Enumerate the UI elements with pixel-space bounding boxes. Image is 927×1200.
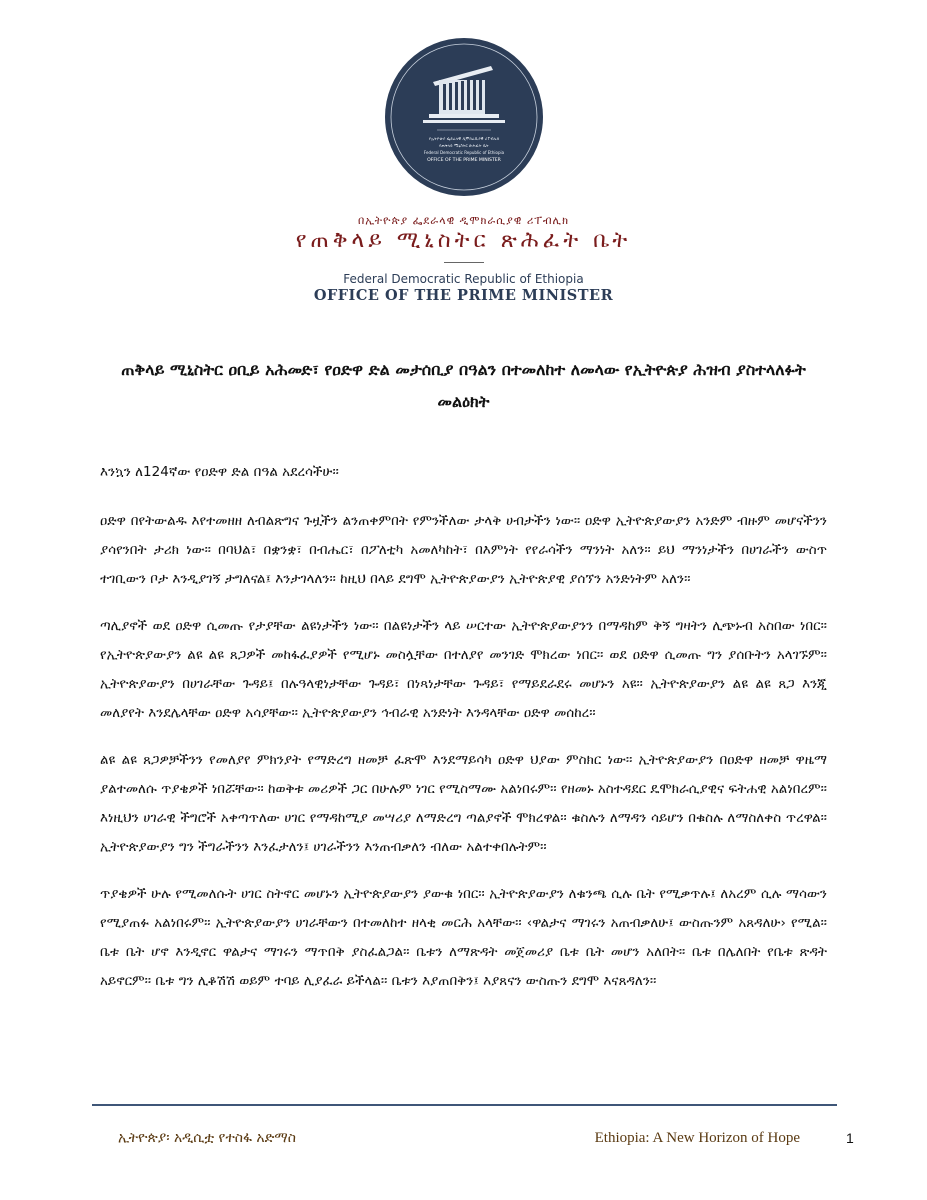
body-paragraph-2: ጣሊያኖች ወደ ዐድዋ ሲመጡ የታያቸው ልዩነታችን ነው፡፡ በልዩነታችን ላይ ሠርተው ኢትዮጵያውያንን በማዳከም ቅኝ ግዛትን ሊጭኑብ አስበው ነበር፡፡ የኢትዮጵያውያን ልዩ ልዩ ጸጋዎች መከፋፈያዎች የሚሆኑ መስሏቸው በተለያየ መንገድ ሞክረው ነበር፡፡ ወደ ዐድዋ ሲመጡ ግን ያሰቡትን አላገኙም፡፡ ኢትዮጵያውያን በሀገራቸው ጉዳይ፤ በሉዓላዊነታቸው ጉዳይ፣ በነጻነታቸው ጉዳይ፣ የማይደራደሩ መሆኑን አዩ፡፡ ኢትዮጵያውያን ልዩ ልዩ ጸጋ እንጂ መለያየት እንደሌላቸው ዐድዋ አሳያቸው፡፡ ኢትዮጵያውያን ኅብራዊ አንድነት እንዳላቸው ዐድዋ መሰከረ፡፡ [100,618,827,721]
footer-divider [92,1104,837,1106]
seal-english-large: OFFICE OF THE PRIME MINISTER [426,158,501,163]
footer-amharic-slogan: ኢትዮጵያ፡ አዲሲቷ የተስፋ አድማስ [118,1130,296,1146]
greeting-paragraph: እንኳን ለ124ኛው የዐድዋ ድል በዓል አደረሳችሁ፡፡ [100,464,339,480]
seal-english-small: Federal Democratic Republic of Ethiopia [423,150,504,155]
prime-minister-office-seal-icon [383,36,545,198]
page-number: 1 [846,1130,854,1146]
document-title: ጠቅላይ ሚኒስትር ዐቢይ አሕመድ፣ የዐድዋ ድል መታሰቢያ በዓልን በተመለከተ ለመላው የኢትዮጵያ ሕዝብ ያስተላለፉት መልዕክት [121,360,806,411]
seal-text [423,136,504,163]
seal-amharic-large: የጠቅላይ ሚኒስትር ጽሕፈት ቤት [438,143,489,148]
body-paragraph-4: ጥያቄዎች ሁሉ የሚመለሱት ሀገር ስትኖር መሆኑን ኢትዮጵያውያን ያውቁ ነበር፡፡ ኢትዮጵያውያን ለቁንጫ ሲሉ ቤት የሚቃጥሉ፤ ለአረም ሲሉ ማሳውን የሚያጠፉ አልነበሩም፡፡ ኢትዮጵያውያን ሀገራቸውን በተመለከተ ዘላቂ መርሕ አላቸው፡፡ ‹ዋልታና ማገሩን አጠብቃለሁ፤ ውስጡንም አጸዳለሁ› የሚል፡፡ ቤቱ ቤት ሆኖ እንዲኖር ዋልታና ማገሩን ማጥበቅ ያስፈልጋል፡፡ ቤቱን ለማጽዳት መጀመሪያ ቤቱ ቤት መሆን አለበት፡፡ ቤቱ በሌለበት የቤቱ ጽዳት አይኖርም፡፡ ቤቱ ግን ሊቆሽሽ ወይም ተባይ ሊያፈራ ይችላል፡፡ ቤቱን እያጠበቅን፤ እያጸናን ውስጡን ደግሞ እናጸዳለን፡፡ [100,886,827,989]
seal-amharic-small: የኢትዮጵያ ፌደራላዊ ዲሞክራሲያዊ ሪፐብሊክ [428,136,499,141]
footer-english-slogan: Ethiopia: A New Horizon of Hope [594,1130,800,1146]
letterhead-divider [444,262,484,263]
letterhead-amharic-country: በኢትዮጵያ ፌደራላዊ ዲሞክራሲያዊ ሪፐብሊክ [357,214,570,227]
letterhead-english-office: OFFICE OF THE PRIME MINISTER [313,287,614,304]
document-body [100,458,827,1014]
body-paragraph-3: ልዩ ልዩ ጸጋዎቻችንን የመለያየ ምክንያት የማድረግ ዘመቻ ፈጽሞ እንደማይሳካ ዐድዋ ህያው ምስክር ነው፡፡ ኢትዮጵያውያን በዐድዋ ዘመቻ ዋዜማ ያልተመለሱ ጥያቄዎች ነበሯቸው፡፡ ከወቅቱ መሪዎች ጋር በሁሉም ነገር የሚስማሙ አልነበሩም፡፡ የዘመኑ አስተዳደር ዴሞክራሲያዊና ፍትሐዊ አልነበረም፡፡ እነዚህን ሀገራዊ ችግሮች አቀጣጥለው ሀገር የማዳከሚያ መሣሪያ ለማድረግ ጣልያኖች ሞክረዋል፡፡ ቁስሉን ለማዳን ሳይሆን በቁስሉ ለማስለቀስ ጥረዋል፡፡ ኢትዮጵያውያን ግን ችግራችንን እንፈታለን፤ ሀገራችንን እንጠብቃለን ብለው አልተቀበሉትም፡፡ [100,752,827,855]
letterhead-seal [0,36,927,198]
letterhead-amharic-office: የጠቅላይ ሚኒስትር ጽሕፈት ቤት [295,228,632,253]
letterhead-english-country: Federal Democratic Republic of Ethiopia [343,272,584,286]
body-paragraph-1: ዐድዋ በየትውልዱ እየተመዘዘ ለብልጽግና ጉዟችን ልንጠቀምበት የምንችለው ታላቅ ሀብታችን ነው፡፡ ዐድዋ ኢትዮጵያውያን አንድም ብዙም መሆናችንን ያሳየንበት ታሪክ ነው፡፡ በባህል፣ በቋንቋ፣ በብሔር፣ በፖለቲካ አመለካከት፣ በእምነት የየራሳችን ማንነት አለን፡፡ ይህ ማንነታችን በሀገራችን ውስጥ ተገቢውን ቦታ እንዲያገኝ ታግለናል፤ እንታገላለን፡፡ ከዚህ በላይ ደግሞ ኢትዮጵያውያን ኢትዮጵያዊ ያሰኘን አንድነትም አለን፡፡ [100,513,827,587]
